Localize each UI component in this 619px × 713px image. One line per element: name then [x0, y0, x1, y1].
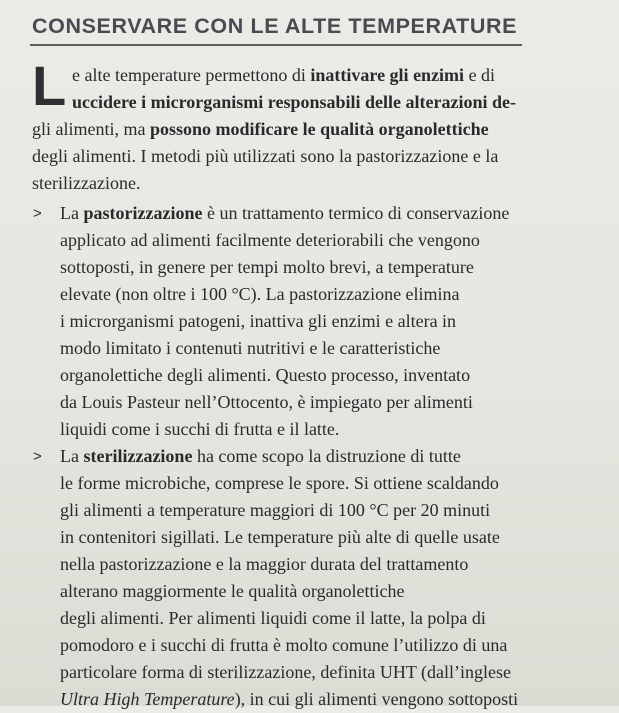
sterilization-line-7: degli alimenti. Per alimenti liquidi come il latte, la polpa di	[60, 608, 486, 628]
pasteurization-line-9: liquidi come i succhi di frutta e il latte.	[60, 419, 340, 439]
sterilization-line-6: alterano maggiormente le qualità organolettiche	[60, 581, 405, 601]
intro-line-5: sterilizzazione.	[32, 173, 141, 193]
pasteurization-line-6: modo limitato i contenuti nutritivi e le caratteristiche	[60, 338, 441, 358]
sterilization-line-2: le forme microbiche, comprese le spore. Si ottiene scaldando	[60, 473, 499, 493]
bullet-marker-pasteurization: >	[33, 205, 42, 222]
title-underline	[30, 44, 522, 46]
sterilization-line-5: nella pastorizzazione e la maggior durata del trattamento	[60, 554, 469, 574]
intro-line-3: gli alimenti, ma possono modificare le qualità organolettiche	[32, 119, 489, 139]
sterilization-line-1: La sterilizzazione ha come scopo la distruzione di tutte	[60, 446, 461, 466]
section-title: CONSERVARE CON LE ALTE TEMPERATURE	[32, 14, 518, 38]
pasteurization-line-3: sottoposti, in genere per tempi molto brevi, a temperature	[60, 257, 474, 277]
sterilization-line-10: Ultra High Temperature), in cui gli alimenti vengono sottoposti	[60, 689, 519, 709]
pasteurization-line-5: i microrganismi patogeni, inattiva gli enzimi e altera in	[60, 311, 457, 331]
pasteurization-line-7: organolettiche degli alimenti. Questo processo, inventato	[60, 365, 471, 385]
intro-line-4: degli alimenti. I metodi più utilizzati sono la pastorizzazione e la	[32, 146, 499, 166]
sterilization-line-9: particolare forma di sterilizzazione, definita UHT (dall’inglese	[60, 662, 511, 682]
intro-line-1: e alte temperature permettono di inattivare gli enzimi e di	[72, 65, 496, 85]
pasteurization-line-4: elevate (non oltre i 100 °C). La pastorizzazione elimina	[60, 284, 460, 304]
sterilization-line-8: pomodoro e i succhi di frutta è molto comune l’utilizzo di una	[60, 635, 508, 655]
bullet-marker-sterilization: >	[33, 448, 42, 465]
intro-line-2: uccidere i microrganismi responsabili delle alterazioni de-	[72, 92, 516, 112]
pasteurization-line-2: applicato ad alimenti facilmente deteriorabili che vengono	[60, 230, 480, 250]
pasteurization-line-1: La pastorizzazione è un trattamento termico di conservazione	[60, 203, 510, 223]
sterilization-line-3: gli alimenti a temperature maggiori di 100 °C per 20 minuti	[60, 500, 491, 520]
sterilization-line-4: in contenitori sigillati. Le temperature più alte di quelle usate	[60, 527, 500, 547]
pasteurization-line-8: da Louis Pasteur nell’Ottocento, è impiegato per alimenti	[60, 392, 473, 412]
drop-cap: L	[32, 54, 67, 117]
